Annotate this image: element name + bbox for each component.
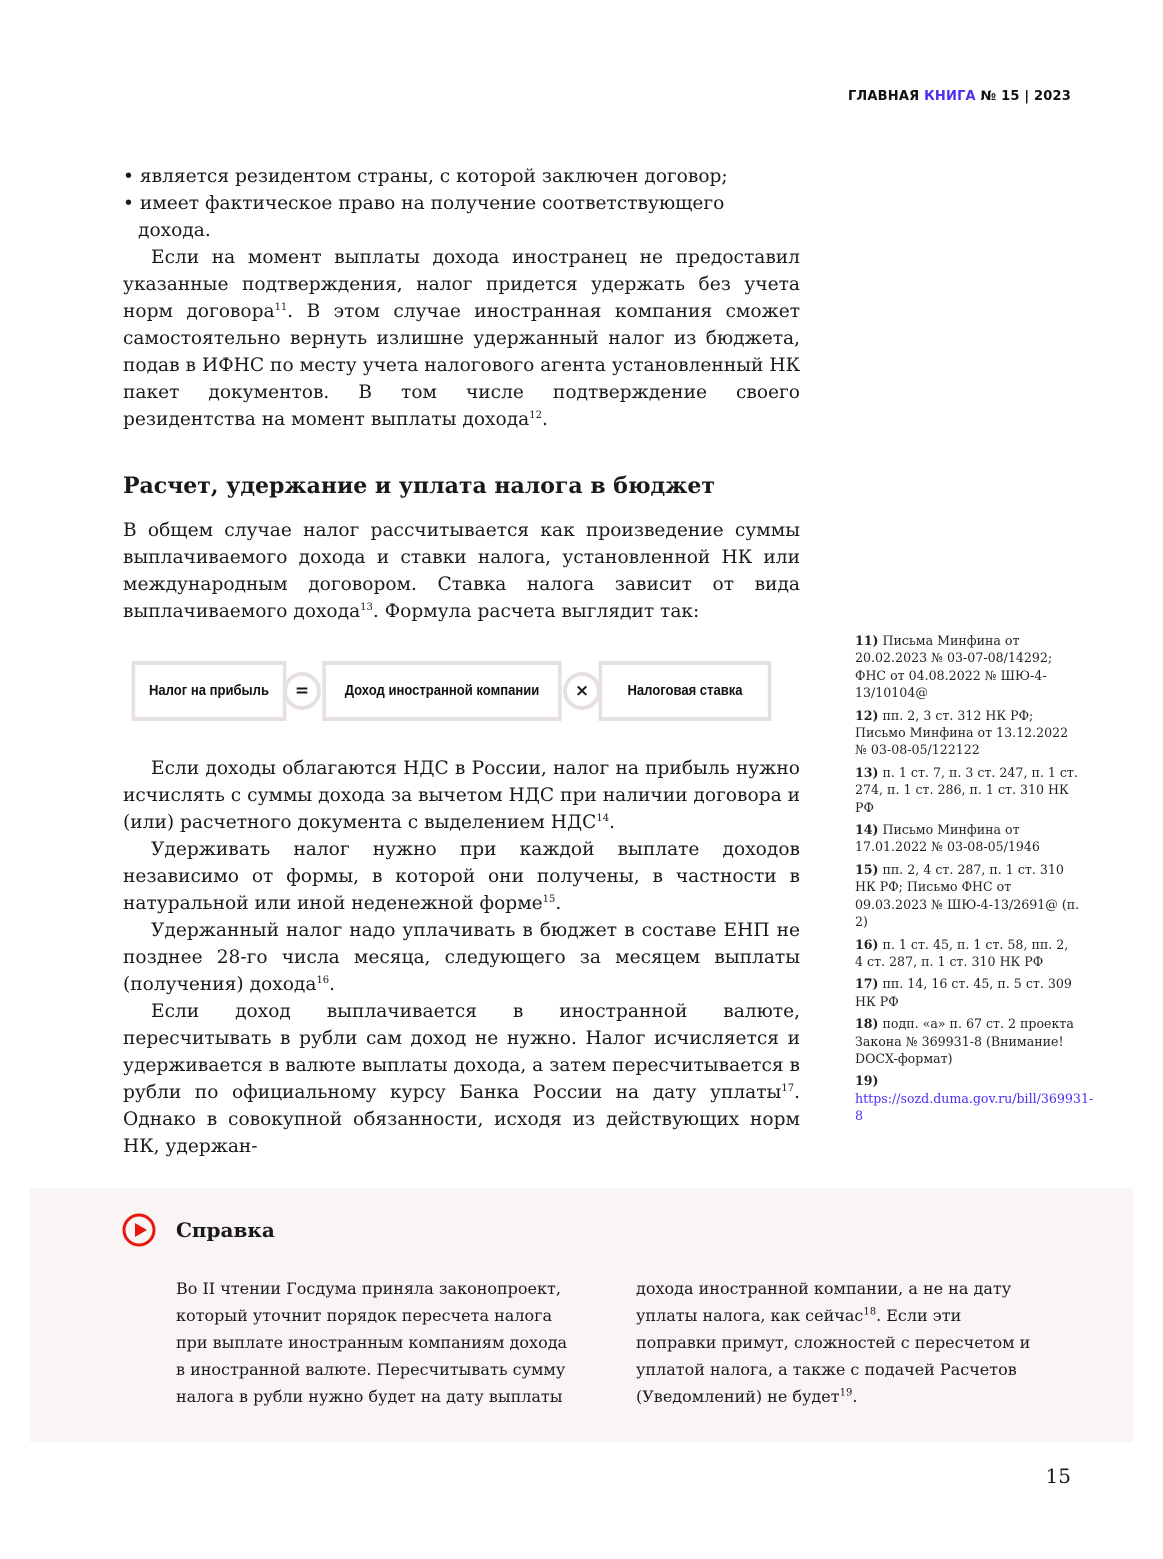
footnote: 16) п. 1 ст. 45, п. 1 ст. 58, пп. 2, 4 ст. 287, п. 1 ст. 310 НК РФ [855, 936, 1069, 969]
paragraph: Если на момент выплаты дохода иностранец не предоставил указанные подтверждения, налог придется удержать без учета норм договора$^{11}$. В этом случае иностранная компания сможет самостоятельно вернуть излишне удержанный налог из бюджета, подав в ИФНС по месту учета налогового агента установленный НК пакет документов. В том числе подтверждение своего резидентства на момент выплаты дохода$^{12}$. [123, 247, 801, 430]
formula-diagram [123, 657, 800, 725]
footnote-ref: 11 [274, 301, 288, 313]
page-number: 15 [1045, 1464, 1071, 1488]
multiply-icon: × [563, 672, 601, 710]
bullet-item: • имеет фактическое право на получение соответствующего дохода. [123, 193, 725, 241]
footnote: 14) Письмо Минфина от 17.01.2022 № 03-08-05/1946 [855, 822, 1040, 855]
brand-name: ГЛАВНАЯ [847, 89, 920, 104]
footnote: 17) пп. 14, 16 ст. 45, п. 5 ст. 309 НК РФ [855, 976, 1072, 1009]
paragraph: Удержанный налог надо уплачивать в бюджет в составе ЕНП не позднее 28-го числа месяца, следующего за месяцем выплаты (получения) дохода$^{16}$. [123, 920, 800, 995]
info-box-column: Во II чтении Госдума приняла законопроект, который уточнит порядок пересчета налога при выплате иностранным компаниям дохода в иностранной валюте. Пересчитывать сумму налога в рубли нужно будет на дату выплаты [176, 1279, 568, 1406]
footnote: 12) пп. 2, 3 ст. 312 НК РФ; Письмо Минфина от 13.12.2022 № 03-08-05/122122 [855, 707, 1069, 758]
info-box [30, 1188, 1133, 1442]
info-box-title: Справка [176, 1218, 275, 1242]
footnote-ref: 19 [839, 1387, 853, 1399]
paragraph: В общем случае налог рассчитывается как произведение суммы выплачиваемого дохода и ставки налога, установленной НК или международным договором. Ставка налога зависит от вида выплачиваемого дохода$^{13}$. Формула расчета выглядит так: [123, 520, 800, 622]
info-box-column: дохода иностранной компании, а не на дату уплаты налога, как сейчас$^{18}$. Если эти поправки примут, сложностей с пересчетом и уплатой налога, а также с подачей Расчетов (Уведомлений) не будет$^{19}$. [636, 1279, 1031, 1406]
formula-term-tax: Налог на прибыль [132, 661, 287, 721]
paragraph: Если доходы облагаются НДС в России, налог на прибыль нужно исчислять с суммы дохода за вычетом НДС при наличии договора и (или) расчетного документа с выделением НДС$^{14}$. [123, 758, 800, 833]
equals-icon: = [283, 672, 321, 710]
footnotes [855, 632, 1094, 1130]
play-icon [122, 1213, 156, 1247]
issue-number: № 15 | 2023 [980, 89, 1071, 104]
footnote-link[interactable]: https://sozd.duma.gov.ru/bill/369931-8 [855, 1090, 1094, 1124]
footnote-ref: 16 [316, 974, 330, 986]
footnote-ref: 13 [360, 601, 373, 613]
paragraph: Удерживать налог нужно при каждой выплате доходов независимо от формы, в которой они получены, в частности в натуральной или иной неденежной форме$^{15}$. [123, 839, 800, 914]
footnote: 11) Письма Минфина от 20.02.2023 № 03-07-08/14292; ФНС от 04.08.2022 № ШЮ-4-13/10104@ [855, 633, 1053, 701]
article-body [123, 163, 800, 1160]
footnote-ref: 18 [863, 1306, 877, 1318]
footnote: 18) подп. «а» п. 67 ст. 2 проекта Закона № 369931-8 (Внимание! DOCX-формат) [855, 1016, 1074, 1066]
formula-term-income: Доход иностранной компании [322, 661, 561, 721]
footnote-ref: 17 [781, 1082, 795, 1094]
footnote: 13) п. 1 ст. 7, п. 3 ст. 247, п. 1 ст. 274, п. 1 ст. 286, п. 1 ст. 310 НК РФ [855, 764, 1078, 815]
section-heading: Расчет, удержание и уплата налога в бюджет [123, 473, 716, 499]
footnote-ref: 14 [596, 812, 610, 824]
footnote-ref: 15 [542, 893, 556, 905]
footnote: 19) https://sozd.duma.gov.ru/bill/369931-8 [855, 1073, 1094, 1124]
formula-term-rate: Налоговая ставка [599, 661, 772, 721]
footnote: 15) пп. 2, 4 ст. 287, п. 1 ст. 310 НК РФ; Письмо ФНС от 09.03.2023 № ШЮ-4-13/2691@ (п. 2) [855, 861, 1080, 930]
footnote-ref: 12 [529, 409, 542, 421]
magazine-header [848, 89, 1071, 104]
paragraph: Если доход выплачивается в иностранной валюте, пересчитывать в рубли сам доход не нужно. Налог исчисляется и удерживается в валюте выплаты дохода, а затем пересчитывается в рубли по официальному курсу Банка России на дату уплаты$^{17}$. Однако в совокупной обязанности, исходя из действующих норм НК, удержан- [123, 1001, 800, 1157]
brand-name-accent: КНИГА [924, 89, 976, 104]
bullet-item: • является резидентом страны, с которой заключен договор; [123, 166, 728, 187]
